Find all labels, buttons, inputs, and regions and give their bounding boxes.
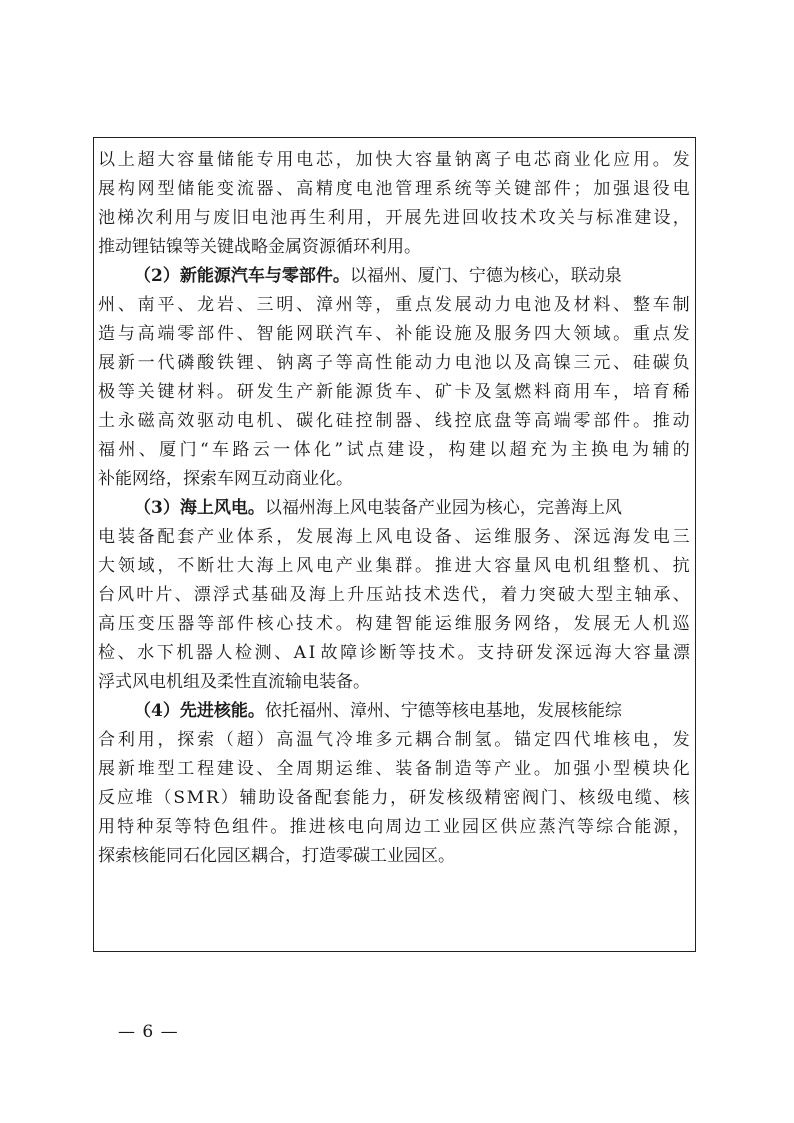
text-line: 展 新 一 代 磷 酸 铁 锂 、 钠 离 子 等 高 性 能 动 力 电 池 以 及 高 镍 三 元 、 硅 碳 负 <box>98 353 690 373</box>
document-body <box>98 146 690 871</box>
text-line: 反 应 堆 （ S M R ） 辅 助 设 备 配 套 能 力 ， 研 发 核 级 精 密 阀 门 、 核 级 电 缆 、 核 <box>98 788 690 808</box>
text-line: 土 永 磁 高 效 驱 动 电 机 、 碳 化 硅 控 制 器 、 线 控 底 盘 等 高 端 零 部 件 。 推 动 <box>98 411 690 431</box>
text-line: 检 、 水 下 机 器 人 检 测 、 A I 故 障 诊 断 等 技 术 。 支 持 研 发 深 远 海 大 容 量 漂 <box>98 643 690 663</box>
section-heading: （4）先进核能。 <box>134 701 265 721</box>
text-line: 高 压 变 压 器 等 部 件 核 心 技 术 。 构 建 智 能 运 维 服 务 网 络 ， 发 展 无 人 机 巡 <box>98 614 690 634</box>
section-heading-line <box>98 262 690 291</box>
text-line: 大 领 域 ， 不 断 壮 大 海 上 风 电 产 业 集 群 。 推 进 大 容 量 风 电 机 组 整 机 、 抗 <box>98 556 690 576</box>
text-span: 以福州、厦门、宁德为核心，联动泉 <box>349 266 622 286</box>
section-heading-line <box>98 697 690 726</box>
page-number: — 6 — <box>118 1022 179 1042</box>
text-line: 福 州 、 厦 门 “ 车 路 云 一 体 化 ” 试 点 建 设 ， 构 建 以 超 充 为 主 换 电 为 辅 的 <box>98 440 690 460</box>
text-span: 以福州海上风电装备产业园为核心，完善海上风 <box>264 498 622 518</box>
text-line: 探索核能同石化园区耦合，打造零碳工业园区。 <box>98 846 455 866</box>
text-line: 展 新 堆 型 工 程 建 设 、 全 周 期 运 维 、 装 备 制 造 等 产 业 。 加 强 小 型 模 块 化 <box>98 759 690 779</box>
text-line: 用 特 种 泵 等 特 色 组 件 。 推 进 核 电 向 周 边 工 业 园 区 供 应 蒸 汽 等 综 合 能 源 ， <box>98 817 690 837</box>
text-line: 台 风 叶 片 、 漂 浮 式 基 础 及 海 上 升 压 站 技 术 迭 代 ， 着 力 突 破 大 型 主 轴 承 、 <box>98 585 690 605</box>
section-heading: （3）海上风电。 <box>134 498 265 518</box>
text-line: 以 上 超 大 容 量 储 能 专 用 电 芯 ， 加 快 大 容 量 钠 离 子 电 芯 商 业 化 应 用 。 发 <box>98 150 690 170</box>
text-line: 州 、 南 平 、 龙 岩 、 三 明 、 漳 州 等 ， 重 点 发 展 动 力 电 池 及 材 料 、 整 车 制 <box>98 295 690 315</box>
text-line: 电 装 备 配 套 产 业 体 系 ， 发 展 海 上 风 电 设 备 、 运 维 服 务 、 深 远 海 发 电 三 <box>98 527 690 547</box>
text-line: 造 与 高 端 零 部 件 、 智 能 网 联 汽 车 、 补 能 设 施 及 服 务 四 大 领 域 。 重 点 发 <box>98 324 690 344</box>
text-span: 依托福州、漳州、宁德等核电基地，发展核能综 <box>264 701 622 721</box>
text-line: 展 构 网 型 储 能 变 流 器 、 高 精 度 电 池 管 理 系 统 等 关 键 部 件 ； 加 强 退 役 电 <box>98 179 690 199</box>
text-line: 补能网络，探索车网互动商业化。 <box>98 469 353 489</box>
section-heading-line <box>98 494 690 523</box>
section-heading: （2）新能源汽车与零部件。 <box>134 266 350 286</box>
text-line: 极 等 关 键 材 料 。 研 发 生 产 新 能 源 货 车 、 矿 卡 及 氢 燃 料 商 用 车 ， 培 育 稀 <box>98 382 690 402</box>
text-line: 池 梯 次 利 用 与 废 旧 电 池 再 生 利 用 ， 开 展 先 进 回 收 技 术 攻 关 与 标 准 建 设 ， <box>98 208 690 228</box>
text-line: 浮式风电机组及柔性直流输电装备。 <box>98 672 370 692</box>
text-line: 合 利 用 ， 探 索 （ 超 ） 高 温 气 冷 堆 多 元 耦 合 制 氢 。 锚 定 四 代 堆 核 电 ， 发 <box>98 730 690 750</box>
text-line: 推动锂钴镍等关键战略金属资源循环利用。 <box>98 237 421 257</box>
